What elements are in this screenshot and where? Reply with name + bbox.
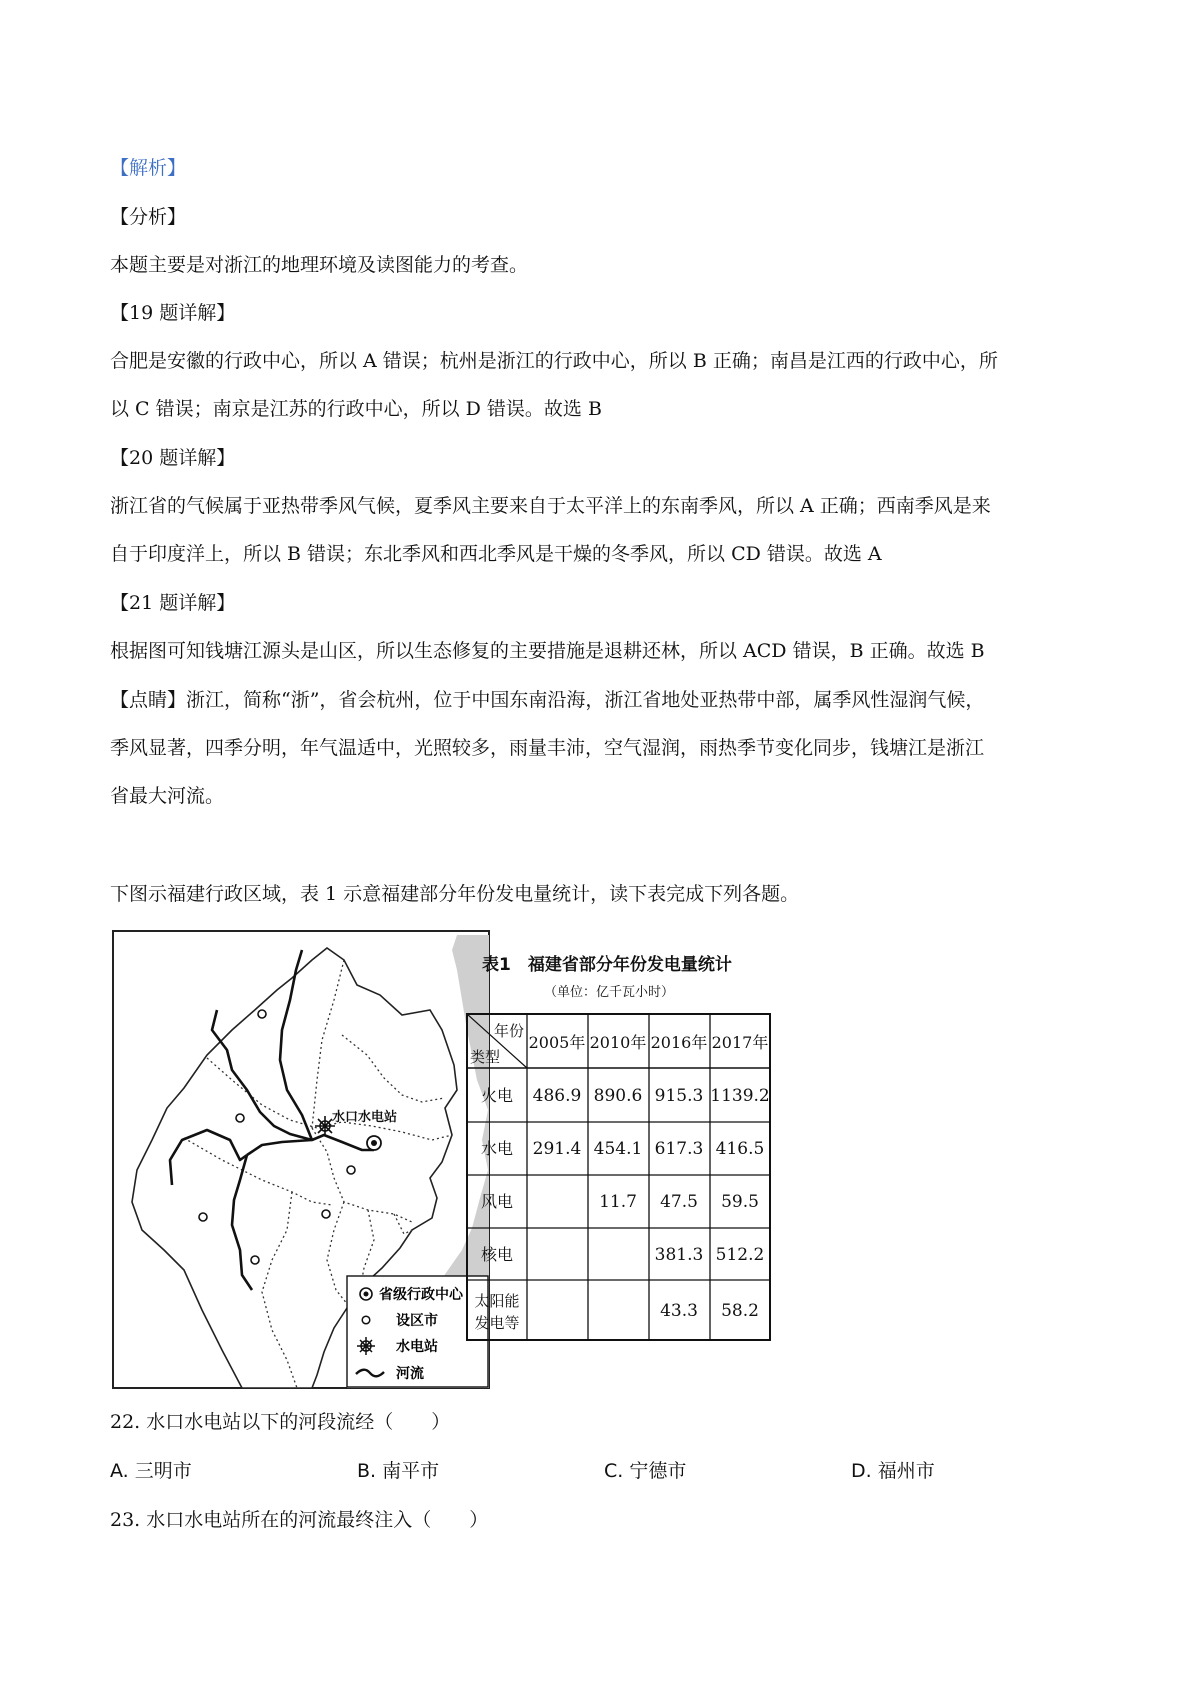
row-type: 风电 (480, 1192, 514, 1211)
row-type: 火电 (480, 1086, 514, 1105)
table-cell: 454.1 (593, 1139, 643, 1159)
year-header: 2016年 (650, 1033, 708, 1052)
q19-heading: 【19 题详解】 (110, 302, 236, 324)
table-unit: （单位：亿千瓦小时） (544, 985, 675, 1000)
corner-top: 年份 (494, 1022, 525, 1040)
svg-text:河流: 河流 (396, 1366, 424, 1382)
city-marker-coast (347, 1166, 355, 1174)
dianjing-line3: 省最大河流。 (110, 785, 225, 807)
fujian-map (113, 931, 489, 1388)
table-cell: 416.5 (715, 1139, 765, 1159)
year-header: 2005年 (528, 1033, 586, 1052)
corner-bottom: 类型 (470, 1048, 501, 1066)
q22-option-b[interactable]: B. 南平市 (357, 1460, 440, 1482)
row-type: 太阳能 (474, 1292, 520, 1310)
year-header: 2010年 (589, 1033, 647, 1052)
q20-text-line2: 自于印度洋上，所以 B 错误；东北季风和西北季风是干燥的冬季风，所以 CD 错误。故选 A (110, 543, 882, 565)
city-marker-southeast (322, 1210, 330, 1218)
table-title: 表1 福建省部分年份发电量统计 (482, 955, 732, 975)
q19-text-line1: 合肥是安徽的行政中心，所以 A 错误；杭州是浙江的行政中心，所以 B 正确；南昌是江西的行政中心，所 (110, 350, 998, 372)
table-cell: 59.5 (721, 1192, 759, 1212)
year-header: 2017年 (711, 1033, 769, 1052)
table-cell: 47.5 (660, 1192, 698, 1212)
q21-heading: 【21 题详解】 (110, 592, 236, 614)
table-cell: 43.3 (660, 1301, 698, 1321)
q22-option-c[interactable]: C. 宁德市 (604, 1460, 687, 1482)
power-generation-table (467, 954, 770, 1340)
q19-text-line2: 以 C 错误；南京是江苏的行政中心，所以 D 错误。故选 B (110, 398, 602, 420)
table-cell: 381.3 (654, 1245, 704, 1265)
station-label: 水口水电站 (332, 1110, 398, 1125)
q20-heading: 【20 题详解】 (110, 447, 236, 469)
city-marker-southwest (199, 1213, 207, 1221)
q23-stem: 23. 水口水电站所在的河流最终注入（ ） (110, 1509, 489, 1531)
row-type: 发电等 (474, 1314, 520, 1332)
dianjing-line2: 季风显著，四季分明，年气温适中，光照较多，雨量丰沛，空气湿润，雨热季节变化同步，钱塘江是浙江 (110, 737, 985, 759)
figure-intro: 下图示福建行政区域，表 1 示意福建部分年份发电量统计，读下表完成下列各题。 (110, 883, 800, 905)
table-cell: 915.3 (654, 1086, 704, 1106)
q22-option-d[interactable]: D. 福州市 (851, 1460, 935, 1482)
svg-text:设区市: 设区市 (396, 1313, 438, 1329)
q21-text: 根据图可知钱塘江源头是山区，所以生态修复的主要措施是退耕还林，所以 ACD 错误，B 正确。故选 B (110, 640, 985, 662)
provincial-capital-marker (367, 1136, 381, 1150)
svg-text:水电站: 水电站 (396, 1339, 438, 1355)
figure-map-and-table (112, 930, 848, 1390)
table-cell: 1139.2 (710, 1086, 770, 1106)
q20-text-line1: 浙江省的气候属于亚热带季风气候，夏季风主要来自于太平洋上的东南季风，所以 A 正确；西南季风是来 (110, 495, 991, 517)
q22-stem: 22. 水口水电站以下的河段流经（ ） (110, 1411, 451, 1433)
row-type: 水电 (480, 1139, 514, 1158)
table-cell: 617.3 (654, 1139, 704, 1159)
city-marker-north (258, 1010, 266, 1018)
dianjing-line1: 【点睛】浙江，简称“浙”，省会杭州，位于中国东南沿海，浙江省地处亚热带中部，属季风性湿润气候， (110, 689, 985, 711)
svg-text:省级行政中心: 省级行政中心 (379, 1287, 463, 1303)
table-cell: 486.9 (532, 1086, 582, 1106)
table-cell: 291.4 (532, 1139, 582, 1159)
table-cell: 890.6 (593, 1086, 643, 1106)
analysis-text: 本题主要是对浙江的地理环境及读图能力的考查。 (110, 254, 529, 276)
city-marker-south (251, 1256, 259, 1264)
table-cell: 512.2 (715, 1245, 765, 1265)
table-cell: 11.7 (599, 1192, 637, 1212)
row-type: 核电 (480, 1245, 514, 1264)
table-cell: 58.2 (721, 1301, 759, 1321)
analysis-sub-heading: 【分析】 (110, 206, 187, 228)
city-marker-centre (236, 1114, 244, 1122)
q22-option-a[interactable]: A. 三明市 (110, 1460, 192, 1482)
analysis-heading: 【解析】 (110, 157, 187, 179)
